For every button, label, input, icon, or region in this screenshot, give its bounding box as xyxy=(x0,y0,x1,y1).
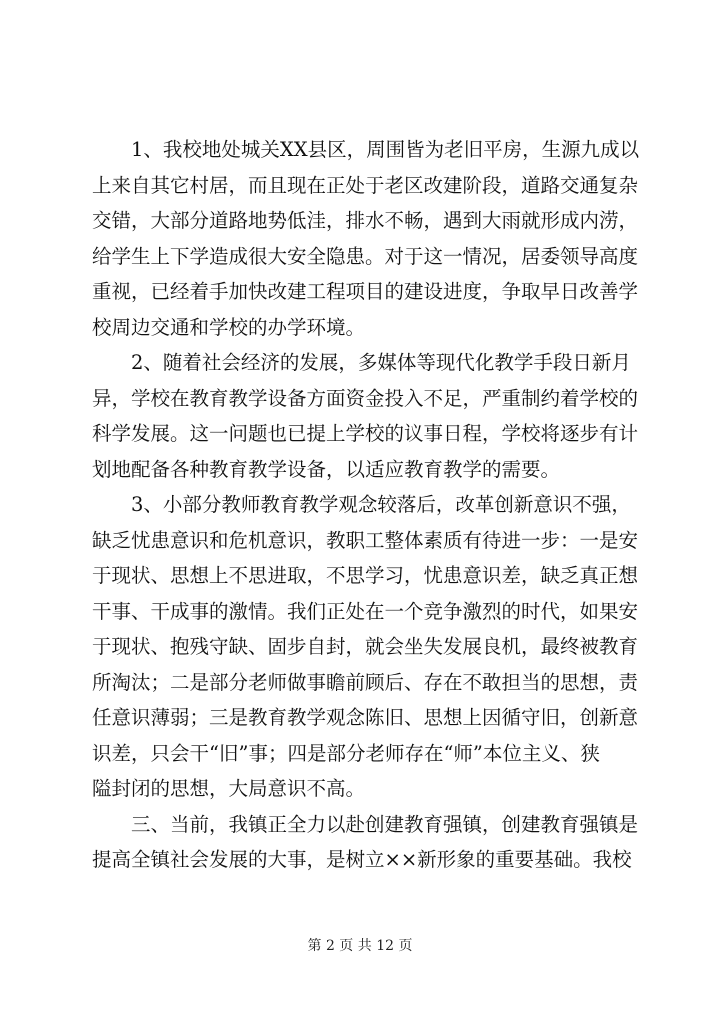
text-line: 给学生上下学造成很大安全隐患。对于这一情况，居委领导高度 xyxy=(92,244,639,268)
page-footer: 第 2 页 共 12 页 xyxy=(307,938,413,954)
text-line: 缺乏忧患意识和危机意识，教职工整体素质有待进一步：一是安 xyxy=(92,528,639,552)
text-line: 3、小部分教师教育教学观念较落后，改革创新意识不强， xyxy=(92,493,631,516)
text-line: 科学发展。这一问题也已提上学校的议事日程，学校将逐步有计 xyxy=(92,422,639,445)
text-line: 三、当前，我镇正全力以赴创建教育强镇，创建教育强镇是 xyxy=(92,812,639,836)
text-line: 识差，只会干“旧”事；四是部分老师存在“师”本位主义、狭 xyxy=(92,741,600,765)
text-line: 重视，已经着手加快改建工程项目的建设进度，争取早日改善学 xyxy=(92,280,639,303)
text-line: 交错，大部分道路地势低洼，排水不畅，遇到大雨就形成内涝， xyxy=(92,209,639,232)
text-line: 划地配备各种教育教学设备，以适应教育教学的需要。 xyxy=(92,457,561,481)
text-line: 提高全镇社会发展的大事，是树立××新形象的重要基础。我校 xyxy=(92,848,632,871)
text-line: 2、随着社会经济的发展，多媒体等现代化教学手段日新月 xyxy=(92,351,631,374)
text-line: 上来自其它村居，而且现在正处于老区改建阶段，道路交通复杂 xyxy=(92,173,639,197)
text-line: 隘封闭的思想，大局意识不高。 xyxy=(92,777,366,800)
text-line: 1、我校地处城关XX县区，周围皆为老旧平房，生源九成以 xyxy=(92,138,640,161)
text-line: 于现状、思想上不思进取，不思学习，忧患意识差，缺乏真正想 xyxy=(92,564,639,587)
text-line: 校周边交通和学校的办学环境。 xyxy=(92,315,366,339)
text-line: 干事、干成事的激情。我们正处在一个竞争激烈的时代，如果安 xyxy=(92,599,639,623)
text-line: 任意识薄弱；三是教育教学观念陈旧、思想上因循守旧，创新意 xyxy=(92,706,639,729)
text-line: 异，学校在教育教学设备方面资金投入不足，严重制约着学校的 xyxy=(92,386,639,410)
text-line: 于现状、抱残守缺、固步自封，就会坐失发展良机，最终被教育 xyxy=(92,635,639,658)
body-text xyxy=(92,132,640,878)
text-line: 所淘汰；二是部分老师做事瞻前顾后、存在不敢担当的思想，责 xyxy=(92,670,639,694)
